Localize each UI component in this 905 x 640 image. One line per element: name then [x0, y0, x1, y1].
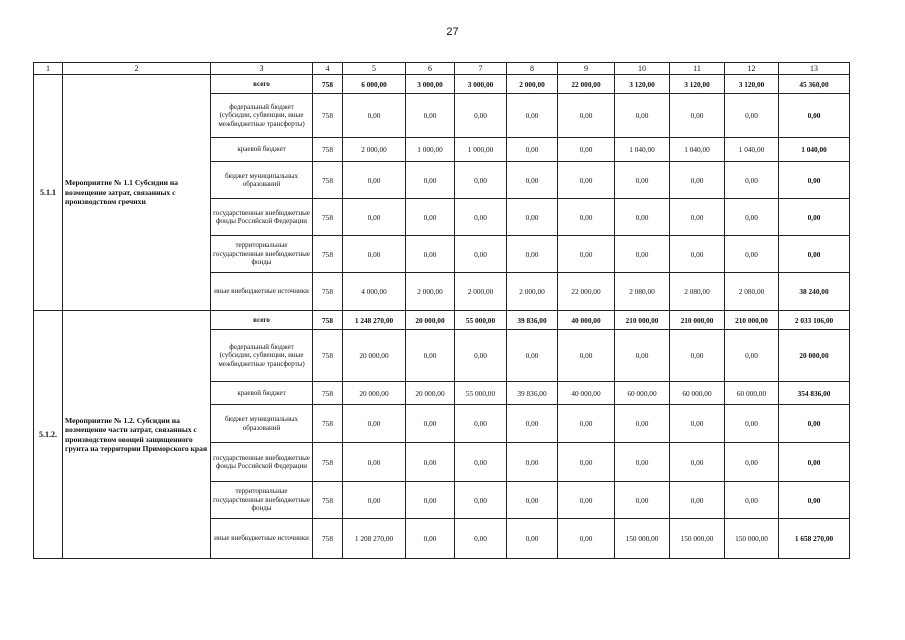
funding-source: иные внебюджетные источники [211, 519, 313, 559]
amount-cell: 2 000,00 [406, 273, 455, 311]
amount-cell: 0,00 [615, 482, 670, 519]
amount-cell: 0,00 [670, 405, 725, 443]
amount-cell: 0,00 [725, 443, 779, 482]
amount-cell: 0,00 [615, 94, 670, 138]
amount-cell: 0,00 [455, 236, 507, 273]
header-cell: 6 [406, 63, 455, 75]
amount-cell: 0,00 [558, 519, 615, 559]
funding-source: бюджет муниципальных образований [211, 162, 313, 199]
amount-cell: 0,00 [406, 162, 455, 199]
amount-cell: 3 000,00 [406, 75, 455, 94]
amount-cell: 2 000,00 [507, 75, 558, 94]
amount-cell: 0,00 [558, 405, 615, 443]
amount-cell: 0,00 [343, 236, 406, 273]
amount-cell: 0,00 [455, 443, 507, 482]
amount-cell: 1 208 270,00 [343, 519, 406, 559]
amount-cell: 4 000,00 [343, 273, 406, 311]
budget-code-cell: 758 [313, 311, 343, 330]
amount-cell: 2 080,00 [615, 273, 670, 311]
funding-source: федеральный бюджет (субсидии, субвенции, иные межбюджетные трансферты) [211, 330, 313, 382]
measure-code: 5.1.1 [34, 75, 63, 311]
amount-cell: 0,00 [615, 330, 670, 382]
amount-cell: 0,00 [507, 330, 558, 382]
amount-cell: 0,00 [455, 330, 507, 382]
header-cell: 12 [725, 63, 779, 75]
amount-cell: 0,00 [779, 199, 850, 236]
amount-cell: 0,00 [779, 94, 850, 138]
header-cell: 3 [211, 63, 313, 75]
amount-cell: 0,00 [507, 162, 558, 199]
amount-cell: 0,00 [725, 236, 779, 273]
budget-code-cell: 758 [313, 75, 343, 94]
amount-cell: 38 240,00 [779, 273, 850, 311]
amount-cell: 0,00 [406, 482, 455, 519]
header-cell: 1 [34, 63, 63, 75]
amount-cell: 0,00 [406, 199, 455, 236]
amount-cell: 2 000,00 [507, 273, 558, 311]
amount-cell: 3 000,00 [455, 75, 507, 94]
amount-cell: 0,00 [779, 162, 850, 199]
amount-cell: 0,00 [670, 482, 725, 519]
budget-code-cell: 758 [313, 273, 343, 311]
amount-cell: 0,00 [725, 330, 779, 382]
amount-cell: 1 658 270,00 [779, 519, 850, 559]
funding-source: государственные внебюджетные фонды Российской Федерации [211, 443, 313, 482]
amount-cell: 0,00 [558, 199, 615, 236]
funding-source: иные внебюджетные источники [211, 273, 313, 311]
amount-cell: 0,00 [725, 94, 779, 138]
funding-source: всего [211, 311, 313, 330]
amount-cell: 0,00 [507, 199, 558, 236]
amount-cell: 0,00 [558, 482, 615, 519]
amount-cell: 0,00 [670, 94, 725, 138]
amount-cell: 0,00 [779, 443, 850, 482]
amount-cell: 0,00 [615, 443, 670, 482]
amount-cell: 39 836,00 [507, 311, 558, 330]
amount-cell: 210 000,00 [670, 311, 725, 330]
amount-cell: 2 080,00 [670, 273, 725, 311]
amount-cell: 20 000,00 [406, 382, 455, 405]
header-cell: 8 [507, 63, 558, 75]
header-row [34, 63, 850, 75]
amount-cell: 1 040,00 [670, 138, 725, 162]
amount-cell: 45 360,00 [779, 75, 850, 94]
amount-cell: 0,00 [343, 443, 406, 482]
amount-cell: 20 000,00 [406, 311, 455, 330]
amount-cell: 20 000,00 [779, 330, 850, 382]
amount-cell: 150 000,00 [615, 519, 670, 559]
table-row [34, 75, 850, 94]
amount-cell: 0,00 [343, 162, 406, 199]
header-cell: 9 [558, 63, 615, 75]
amount-cell: 1 040,00 [725, 138, 779, 162]
amount-cell: 2 033 106,00 [779, 311, 850, 330]
measure-name: Мероприятие № 1.1 Субсидии на возмещение затрат, связанных с производством гречихи [63, 75, 211, 311]
amount-cell: 1 040,00 [615, 138, 670, 162]
amount-cell: 0,00 [507, 519, 558, 559]
budget-table [33, 62, 850, 559]
amount-cell: 0,00 [558, 443, 615, 482]
amount-cell: 0,00 [343, 482, 406, 519]
amount-cell: 2 000,00 [455, 273, 507, 311]
funding-source: всего [211, 75, 313, 94]
budget-code-cell: 758 [313, 199, 343, 236]
amount-cell: 0,00 [406, 94, 455, 138]
amount-cell: 20 000,00 [343, 382, 406, 405]
budget-code-cell: 758 [313, 443, 343, 482]
amount-cell: 3 120,00 [670, 75, 725, 94]
amount-cell: 0,00 [455, 519, 507, 559]
funding-source: бюджет муниципальных образований [211, 405, 313, 443]
budget-code-cell: 758 [313, 94, 343, 138]
amount-cell: 150 000,00 [725, 519, 779, 559]
amount-cell: 1 248 270,00 [343, 311, 406, 330]
amount-cell: 60 000,00 [725, 382, 779, 405]
budget-code-cell: 758 [313, 519, 343, 559]
amount-cell: 40 000,00 [558, 382, 615, 405]
amount-cell: 354 836,00 [779, 382, 850, 405]
amount-cell: 0,00 [725, 199, 779, 236]
amount-cell: 0,00 [343, 199, 406, 236]
measure-code: 5.1.2. [34, 311, 63, 559]
amount-cell: 55 000,00 [455, 311, 507, 330]
amount-cell: 0,00 [779, 482, 850, 519]
header-cell: 5 [343, 63, 406, 75]
amount-cell: 20 000,00 [343, 330, 406, 382]
budget-code-cell: 758 [313, 236, 343, 273]
amount-cell: 0,00 [615, 162, 670, 199]
amount-cell: 0,00 [615, 405, 670, 443]
amount-cell: 0,00 [670, 443, 725, 482]
amount-cell: 0,00 [670, 330, 725, 382]
page-number: 27 [446, 26, 459, 38]
amount-cell: 1 040,00 [779, 138, 850, 162]
header-cell: 10 [615, 63, 670, 75]
amount-cell: 0,00 [507, 405, 558, 443]
amount-cell: 0,00 [615, 199, 670, 236]
amount-cell: 0,00 [670, 236, 725, 273]
amount-cell: 0,00 [406, 443, 455, 482]
budget-code-cell: 758 [313, 405, 343, 443]
amount-cell: 0,00 [779, 405, 850, 443]
amount-cell: 210 000,00 [615, 311, 670, 330]
budget-code-cell: 758 [313, 138, 343, 162]
amount-cell: 0,00 [455, 162, 507, 199]
funding-source: территориальные государственные внебюджетные фонды [211, 482, 313, 519]
amount-cell: 0,00 [558, 94, 615, 138]
amount-cell: 0,00 [725, 162, 779, 199]
funding-source: территориальные государственные внебюджетные фонды [211, 236, 313, 273]
amount-cell: 210 000,00 [725, 311, 779, 330]
amount-cell: 0,00 [615, 236, 670, 273]
amount-cell: 0,00 [455, 199, 507, 236]
amount-cell: 2 000,00 [343, 138, 406, 162]
amount-cell: 1 000,00 [455, 138, 507, 162]
amount-cell: 0,00 [406, 236, 455, 273]
amount-cell: 0,00 [507, 443, 558, 482]
amount-cell: 0,00 [455, 482, 507, 519]
amount-cell: 40 000,00 [558, 311, 615, 330]
amount-cell: 60 000,00 [670, 382, 725, 405]
amount-cell: 3 120,00 [725, 75, 779, 94]
amount-cell: 0,00 [406, 330, 455, 382]
amount-cell: 0,00 [343, 94, 406, 138]
amount-cell: 0,00 [670, 162, 725, 199]
amount-cell: 0,00 [558, 162, 615, 199]
header-cell: 11 [670, 63, 725, 75]
amount-cell: 0,00 [558, 236, 615, 273]
amount-cell: 39 836,00 [507, 382, 558, 405]
amount-cell: 0,00 [406, 405, 455, 443]
amount-cell: 0,00 [725, 405, 779, 443]
amount-cell: 1 000,00 [406, 138, 455, 162]
budget-code-cell: 758 [313, 162, 343, 199]
amount-cell: 2 080,00 [725, 273, 779, 311]
amount-cell: 22 000,00 [558, 75, 615, 94]
measure-name: Мероприятие № 1.2. Субсидии на возмещение части затрат, связанных с производством овощей защищенного грунта на территории Приморского края [63, 311, 211, 559]
table-row [34, 311, 850, 330]
budget-code-cell: 758 [313, 330, 343, 382]
amount-cell: 22 000,00 [558, 273, 615, 311]
amount-cell: 150 000,00 [670, 519, 725, 559]
amount-cell: 0,00 [507, 94, 558, 138]
amount-cell: 0,00 [507, 138, 558, 162]
budget-code-cell: 758 [313, 482, 343, 519]
amount-cell: 0,00 [670, 199, 725, 236]
header-cell: 13 [779, 63, 850, 75]
amount-cell: 55 000,00 [455, 382, 507, 405]
amount-cell: 6 000,00 [343, 75, 406, 94]
amount-cell: 0,00 [507, 236, 558, 273]
funding-source: федеральный бюджет (субсидии, субвенции, иные межбюджетные трансферты) [211, 94, 313, 138]
budget-code-cell: 758 [313, 382, 343, 405]
amount-cell: 0,00 [558, 330, 615, 382]
funding-source: краевой бюджет [211, 138, 313, 162]
amount-cell: 0,00 [343, 405, 406, 443]
amount-cell: 0,00 [558, 138, 615, 162]
funding-source: государственные внебюджетные фонды Российской Федерации [211, 199, 313, 236]
amount-cell: 0,00 [455, 94, 507, 138]
amount-cell: 0,00 [507, 482, 558, 519]
amount-cell: 0,00 [406, 519, 455, 559]
header-cell: 2 [63, 63, 211, 75]
funding-source: краевой бюджет [211, 382, 313, 405]
amount-cell: 0,00 [455, 405, 507, 443]
amount-cell: 3 120,00 [615, 75, 670, 94]
amount-cell: 0,00 [725, 482, 779, 519]
header-cell: 4 [313, 63, 343, 75]
amount-cell: 0,00 [779, 236, 850, 273]
amount-cell: 60 000,00 [615, 382, 670, 405]
header-cell: 7 [455, 63, 507, 75]
